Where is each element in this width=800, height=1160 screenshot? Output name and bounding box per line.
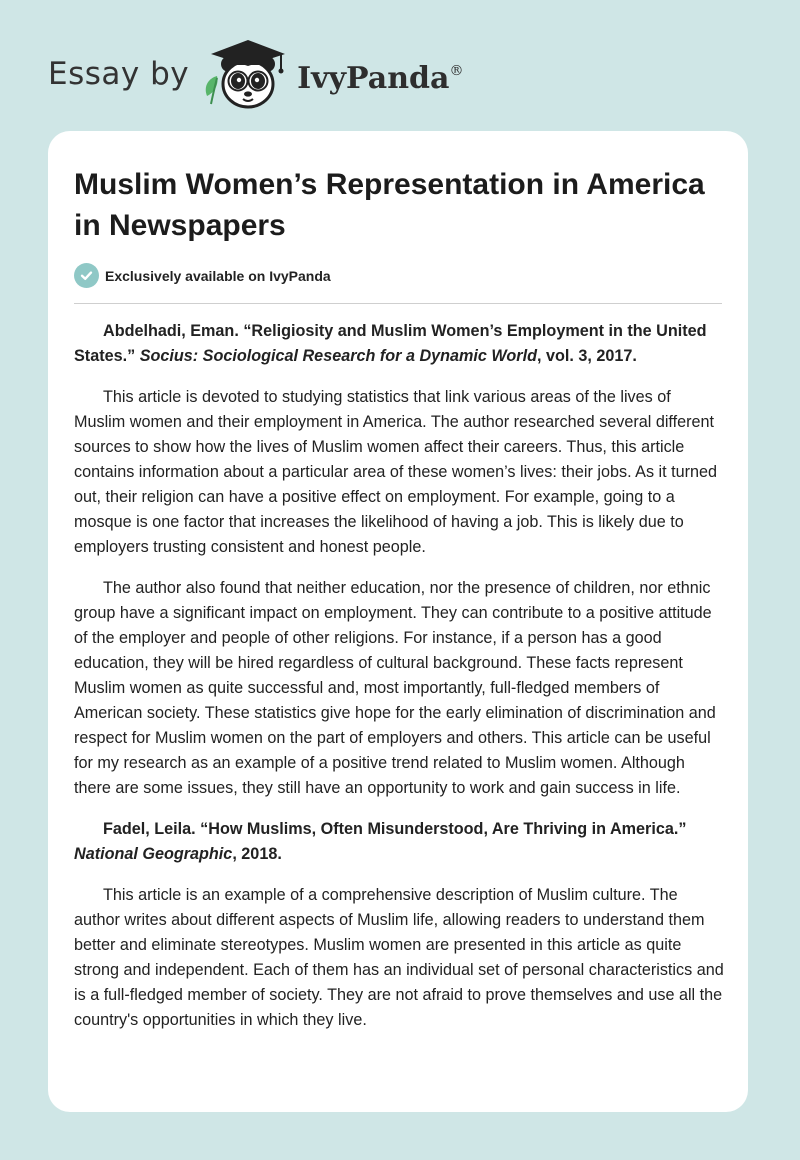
essay-body xyxy=(74,319,724,1049)
journal-title: Socius: Sociological Research for a Dynamic World xyxy=(139,347,537,365)
paragraph: The author also found that neither education, nor the presence of children, nor ethnic group have a significant impact on employment. They can contribute to a positive attitude of the employer and people of other religions. For instance, if a person has a good education, they will be hired regardless of cultural background. These facts represent Muslim women as quite successful and, most importantly, full-fledged members of American society. These statistics give hope for the early elimination of discrimination and respect for Muslim women on the part of employers and others. This article can be useful for my research as an example of a positive trend related to Muslim women. Although there are some issues, they still have an opportunity to work and gain success in life. xyxy=(74,579,716,797)
exclusive-badge xyxy=(74,263,331,288)
essay-card xyxy=(48,131,748,1112)
brand-name[interactable]: IvyPanda® xyxy=(297,60,464,96)
panda-graduate-logo-icon[interactable] xyxy=(201,34,293,114)
registered-mark: ® xyxy=(449,62,464,79)
citation-1: Abdelhadi, Eman. “Religiosity and Muslim Women’s Employment in the United States.” Socius: Sociological Research for a Dynamic World, vol. 3, 2017. xyxy=(74,322,707,365)
page-title: Muslim Women’s Representation in America in Newspapers xyxy=(74,168,705,242)
essay-by-label: Essay by xyxy=(48,56,190,92)
badge-label: Exclusively available on IvyPanda xyxy=(105,267,331,284)
check-circle-icon xyxy=(74,263,99,288)
site-header xyxy=(48,34,463,114)
journal-title: National Geographic xyxy=(74,845,233,863)
paragraph: This article is an example of a comprehensive description of Muslim culture. The author writes about different aspects of Muslim life, allowing readers to understand them better and eliminate stereotypes. Muslim women are presented in this article as quite strong and independent. Each of them has an individual set of personal characteristics and is a full-fledged member of society. They are not afraid to prove themselves and use all the country's opportunities in which they live. xyxy=(74,886,724,1029)
divider xyxy=(74,303,722,304)
citation-2: Fadel, Leila. “How Muslims, Often Misunderstood, Are Thriving in America.” National Geographic, 2018. xyxy=(74,820,687,863)
paragraph: This article is devoted to studying statistics that link various areas of the lives of Muslim women and their employment in America. The author researched several different sources to show how the lives of Muslim women affect their careers. Thus, this article contains information about a particular area of these women’s lives: their jobs. As it turned out, their religion can have a positive effect on employment. For example, going to a mosque is one factor that increases the likelihood of having a job. This is likely due to employers trusting consistent and honest people. xyxy=(74,388,718,556)
